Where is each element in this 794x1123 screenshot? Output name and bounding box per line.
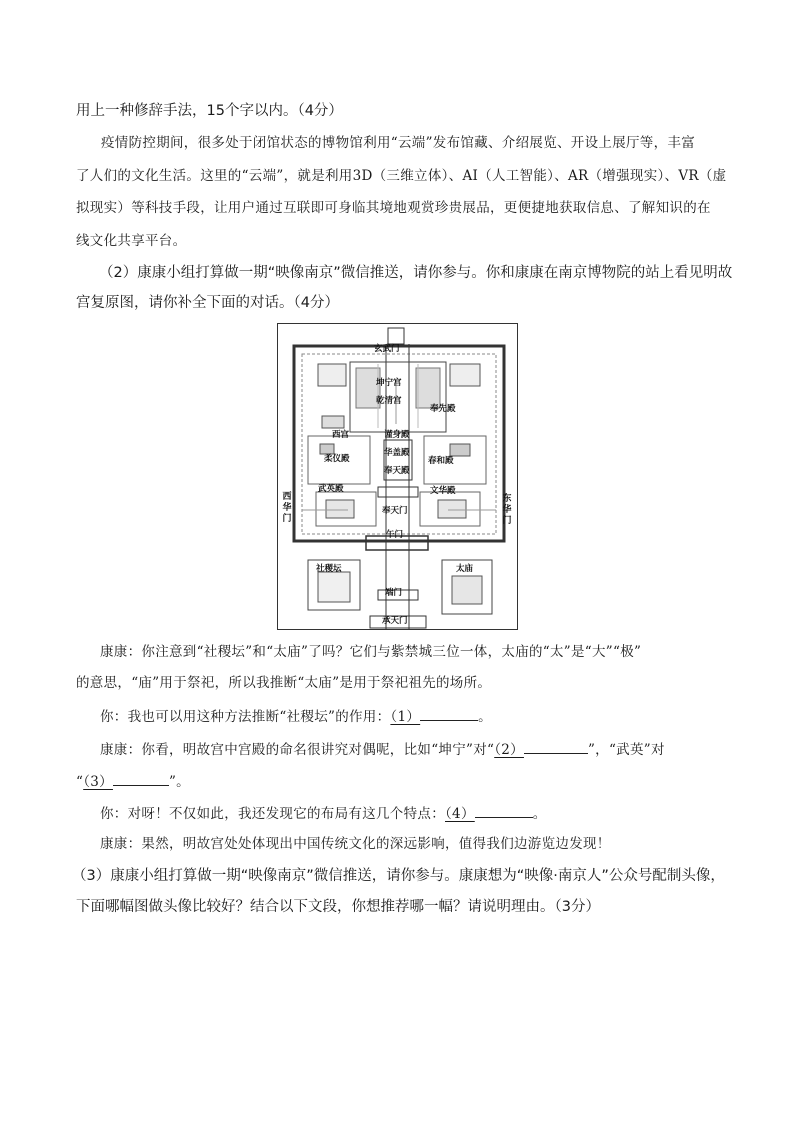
map-label-wuying: 武英殿	[318, 484, 344, 494]
dialogue-text: 你：我也可以用这种方法推断“社稷坛”的作用：	[100, 709, 391, 725]
answer-blank-3[interactable]: （3）	[83, 774, 169, 790]
answer-blank-4[interactable]: （4）	[445, 806, 533, 822]
question-3-line: （3）康康小组打算做一期“映像南京”微信推送，请你参与。康康想为“映像·南京人”公众号配制头像，	[72, 868, 725, 884]
map-label-xuanwu: 玄武门	[374, 344, 400, 354]
map-label-fengtian-hall: 奉天殿	[384, 466, 410, 476]
map-label-sheji: 社稷坛	[316, 564, 342, 574]
dialogue-text: 。	[478, 709, 492, 725]
dialogue-text: 你：对呀！不仅如此，我还发现它的布局有这几个特点：	[100, 806, 445, 822]
map-label-wenhua: 文华殿	[430, 486, 456, 496]
question-3-line: 下面哪幅图做头像比较好？结合以下文段，你想推荐哪一幅？请说明理由。（3分）	[76, 899, 600, 915]
dialogue-line-kangkang-1-cont: 的意思，“庙”用于祭祀，所以我推断“太庙”是用于祭祀祖先的场所。	[76, 675, 492, 691]
answer-blank-1[interactable]: （1）	[390, 709, 478, 725]
dialogue-text: 康康：你看，明故宫中宫殿的命名很讲究对偶呢，比如“坤宁”对“	[100, 742, 495, 758]
question-1-tail: 用上一种修辞手法，15个字以内。（4分）	[76, 103, 343, 119]
map-label-xihua: 西华门	[282, 492, 292, 524]
map-label-wumen: 午门	[386, 530, 404, 540]
map-label-huagai: 华盖殿	[384, 448, 410, 458]
passage-line: 疫情防控期间，很多处于闭馆状态的博物馆利用“云端”发布馆藏、介绍展览、开设上展厅等，丰富	[101, 135, 696, 151]
map-drawing	[278, 324, 517, 629]
answer-blank-2[interactable]: （2）	[494, 742, 588, 758]
map-label-fengtian-gate: 奉天门	[382, 506, 408, 516]
question-2-line: （2）康康小组打算做一期“映像南京”微信推送，请你参与。你和康康在南京博物院的站上看见明故	[99, 265, 733, 281]
map-label-fengxian: 奉先殿	[430, 404, 456, 414]
dialogue-line-you-1	[100, 705, 750, 727]
map-label-chengtian: 承天门	[382, 616, 408, 626]
map-label-chunhe: 春和殿	[428, 456, 454, 466]
dialogue-text: ”，“武英”对	[587, 742, 665, 758]
passage-line: 了人们的文化生活。这里的“云端”，就是利用3D（三维立体）、AI（人工智能）、AR（增强现实）、VR（虚	[76, 168, 727, 184]
dialogue-line-kangkang-2	[100, 738, 750, 760]
dialogue-text: 。	[532, 806, 547, 822]
map-label-taimiao: 太庙	[456, 564, 474, 574]
map-label-rouyi: 柔仪殿	[324, 454, 350, 464]
passage-line: 线文化共享平台。	[76, 233, 187, 249]
ming-palace-map	[277, 323, 518, 630]
question-2-line: 宫复原图，请你补全下面的对话。（4分）	[76, 295, 339, 311]
map-label-xigong: 西宫	[332, 430, 350, 440]
map-label-kunning: 坤宁宫	[376, 378, 402, 388]
map-label-donghua: 东华门	[502, 494, 512, 526]
map-label-qianqing: 乾清宫	[376, 396, 402, 406]
dialogue-line-kangkang-3: 康康：果然，明故宫处处体现出中国传统文化的深远影响，值得我们边游览边发现！	[100, 836, 611, 852]
dialogue-line-kangkang-1: 康康：你注意到“社稷坛”和“太庙”了吗？它们与紫禁城三位一体，太庙的“太”是“大”“极”	[100, 644, 642, 660]
map-label-duanmen: 端门	[385, 588, 403, 598]
passage-line: 拟现实）等科技手段，让用户通过互联即可身临其境地观赏珍贵展品，更便捷地获取信息、了解知识的在	[76, 200, 711, 216]
dialogue-line-kangkang-2-cont	[76, 770, 726, 792]
map-label-jinshen: 谨身殿	[384, 430, 410, 440]
dialogue-text: “	[76, 774, 84, 790]
dialogue-text: ”。	[168, 774, 190, 790]
dialogue-line-you-2	[100, 802, 750, 824]
